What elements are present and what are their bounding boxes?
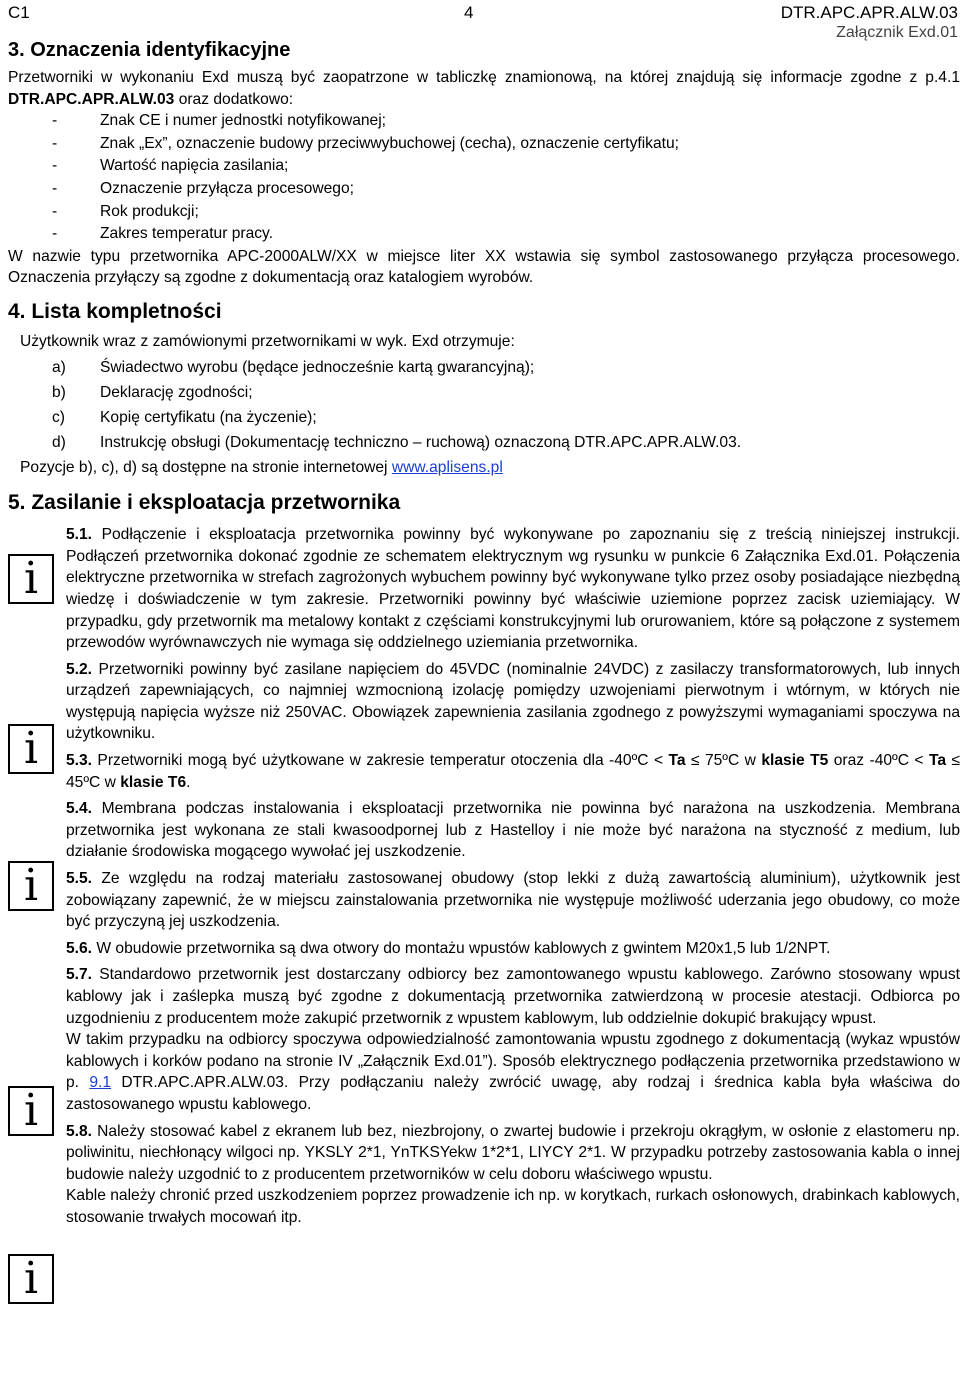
paragraph-5-4: 5.4. Membrana podczas instalowania i eksploatacji przetwornika nie powinna być narażona na uszkodzenia. Membrana przetwornika jest wykonana ze stali kwasoodpornej lub z Hastelloy i nie może być narażona na styczność z medium, lub działanie środowiska mogącego wywołać jej uszkodzenie.: [66, 800, 960, 861]
list-item: - Rok produkcji;: [52, 202, 199, 220]
section-4-title: 4. Lista kompletności: [8, 299, 222, 323]
list-item: - Wartość napięcia zasilania;: [52, 157, 289, 175]
paragraph-5-1: 5.1. Podłączenie i eksploatacja przetwornika powinny być wykonywane po zapoznaniu się z treścią niniejszej instrukcji. Podłączeń przetwornika dokonać zgodnie ze schematem elektrycznym wg rysunku w punkcie 6 Załącznika Exd.01. Połączenia elektryczne przetwornika w strefach zagrożonych wybuchem powinny być wykonywane tylko przez osoby posiadające niezbędną wiedzę i doświadczenie w tym zakresie. Przetworniki powinny być właściwie uziemione poprzez zacisk uziemiający. W przypadku, gdy przetwornik ma metalowy kontakt z częściami konstrukcyjnymi lub orurowaniem, które są połączone z systemem przewodów wyrównawczych nie wymaga się oddzielnego uziemiania przetwornika.: [66, 526, 960, 652]
list-item: - Znak CE i numer jednostki notyfikowanej;: [52, 112, 387, 130]
paragraph-5-8: 5.8. Należy stosować kabel z ekranem lub bez, niezbrojony, o zwartej budowie i przekroju okrągłym, w osłonie z elastomeru np. poliwinitu, niechłonący wilgoci np. YKSLY 2*1, YnTKSYekw 1*2*1, LIYCY 2*1. W przypadku potrzeby zastosowania kabla o innej budowie należy uzgodnić to z producentem przetworników w celu doboru właściwego wpustu.: [66, 1122, 960, 1183]
list-item: - Oznaczenie przyłącza procesowego;: [52, 179, 354, 197]
section-5-title: 5. Zasilanie i eksploatacja przetwornika: [8, 491, 401, 515]
page-header: [8, 0, 960, 41]
section-4-intro: Użytkownik wraz z zamówionymi przetwornikami w wyk. Exd otrzymuje:: [20, 332, 515, 350]
section-3-intro: Przetworniki w wykonaniu Exd muszą być zaopatrzone w tabliczkę znamionową, na której znajdują się informacje zgodne z p.4.1 DTR.APC.APR.ALW.03 oraz dodatkowo:: [8, 69, 960, 108]
info-icon: i: [8, 1086, 54, 1136]
section-3-note: W nazwie typu przetwornika APC-2000ALW/XX w miejsce liter XX wstawia się symbol zastosowanego przyłącza procesowego. Oznaczenia przyłączy są zgodne z dokumentacją oraz katalogiem wyrobów.: [8, 247, 960, 287]
paragraph-5-7: 5.7. Standardowo przetwornik jest dostarczany odbiorcy bez zamontowanego wpustu kablowego. Zarówno stosowany wpust kablowy jak i zaślepka muszą być zgodne z dokumentacją przetwornika zatwierdzoną w procesie atestacji. Odbiorca po uzgodnieniu z producentem może zakupić przetwornik z wpustem kablowym, lub oddzielnie dokupić brakujący wpust.: [66, 966, 960, 1027]
list-item: b) Deklarację zgodności;: [52, 383, 253, 401]
section-5-paragraphs: [66, 524, 960, 1228]
availability-note: Pozycje b), c), d) są dostępne na stronie internetowej www.aplisens.pl: [20, 458, 503, 476]
appendix-label: Załącznik Exd.01: [836, 24, 958, 41]
section-3-title: 3. Oznaczenia identyfikacyjne: [8, 39, 291, 61]
website-link[interactable]: www.aplisens.pl: [391, 458, 503, 476]
paragraph-5-6: 5.6. W obudowie przetwornika są dwa otwory do montażu wpustów kablowych z gwintem M20x1,5 lub 1/2NPT.: [66, 939, 831, 957]
info-icon: i: [8, 861, 54, 911]
paragraph-5-8-continued: Kable należy chronić przed uszkodzeniem poprzez prowadzenie ich np. w korytkach, rurkach osłonowych, drabinkach kablowych, stosowanie trwałych mocowań itp.: [66, 1187, 960, 1226]
list-item: d) Instrukcję obsługi (Dokumentację techniczno – ruchową) oznaczoną DTR.APC.APR.ALW.03.: [52, 433, 742, 451]
list-item: a) Świadectwo wyrobu (będące jednocześnie kartą gwarancyjną);: [52, 358, 535, 376]
page-number: 4: [464, 3, 474, 22]
header-left: C1: [8, 3, 30, 22]
document-page: [8, 0, 960, 1305]
info-icon: i: [8, 724, 54, 774]
paragraph-5-5: 5.5. Ze względu na rodzaj materiału zastosowanej obudowy (stop lekki z dużą zawartością aluminium), użytkownik jest zobowiązany zapewnić, że w miejscu zainstalowania przetwornika nie występuje możliwość uderzania jego obudowy, co może być przyczyną jej uszkodzenia.: [66, 870, 960, 931]
paragraph-5-3: 5.3. Przetworniki mogą być użytkowane w zakresie temperatur otoczenia dla -40ºC < Ta ≤ 75ºC w klasie T5 oraz -40ºC < Ta ≤ 45ºC w klasie T6.: [66, 752, 960, 791]
list-item: - Znak „Ex”, oznaczenie budowy przeciwwybuchowej (cecha), oznaczenie certyfikatu;: [52, 134, 679, 152]
completeness-list: [8, 357, 960, 457]
paragraph-5-2: 5.2. Przetworniki powinny być zasilane napięciem do 45VDC (nominalnie 24VDC) z zasilaczy transformatorowych, lub innych urządzeń zapewniających, co najmniej wzmocnioną izolację pomiędzy uzwojeniami pierwotnym i wtórnym, w których nie występują napięcia wyższe niż 250VAC. Obowiązek zapewnienia zasilania zgodnego z powyższymi wymaganiami spoczywa na użytkowniku.: [66, 660, 960, 743]
document-code: DTR.APC.APR.ALW.03: [780, 3, 958, 22]
info-icon: i: [8, 554, 54, 604]
info-icon: i: [8, 1254, 54, 1304]
marking-list: [8, 110, 960, 246]
section-5-body: [8, 524, 960, 1305]
list-item: - Zakres temperatur pracy.: [52, 225, 274, 243]
section-9-1-link[interactable]: 9.1: [89, 1074, 112, 1092]
paragraph-5-7-continued: W takim przypadku na odbiorcy spoczywa odpowiedzialność zamontowania wpustu zgodnego z dokumentacją (wykaz wpustów kablowych i korków podano na stronie IV „Załącznik Exd.01”). Sposób elektrycznego podłączenia przetwornika przedstawiono w p. 9.1 DTR.APC.APR.ALW.03. Przy podłączaniu należy zwrócić uwagę, aby rodzaj i średnica kabla była właściwa do zastosowanego wpustu kablowego.: [66, 1031, 960, 1113]
list-item: c) Kopię certyfikatu (na życzenie);: [52, 408, 317, 426]
